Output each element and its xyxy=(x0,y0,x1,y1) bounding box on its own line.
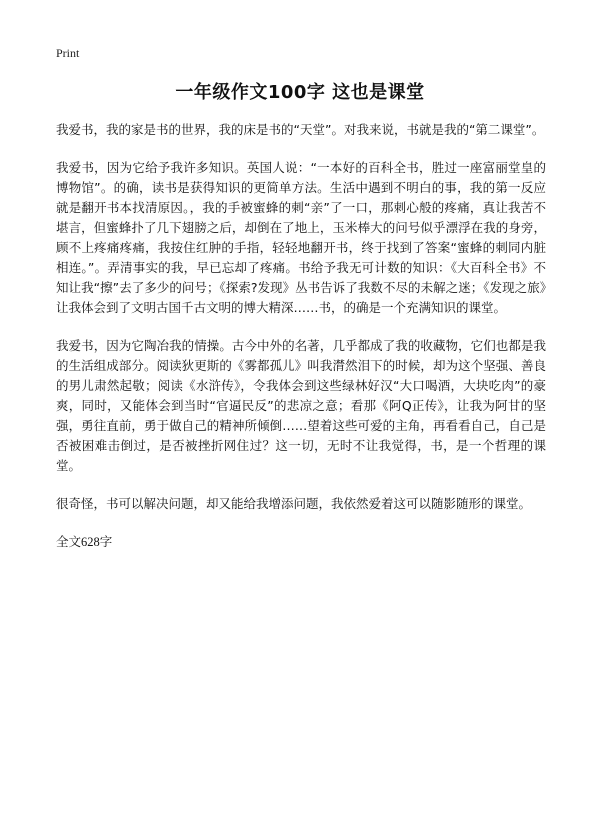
article-body xyxy=(56,120,546,552)
page-title: 一年级作文100字 这也是课堂 xyxy=(175,82,425,103)
print-link[interactable]: Print xyxy=(56,46,80,60)
word-count: 全文628字 xyxy=(56,535,113,549)
paragraph-3: 我爱书，因为它陶冶我的情操。古今中外的名著，几乎都成了我的收藏物，它们也都是我的生活组成部分。阅读狄更斯的《雾都孤儿》叫我潸然泪下的时候，却为这个坚强、善良的男儿肃然起敬；阅读《水浒传》，令我体会到这些绿林好汉“大口喝酒，大块吃肉”的豪爽，同时，又能体会到当时“官逼民反”的悲凉之意；看那《阿Q正传》，让我为阿甘的坚强，勇往直前，勇于做自己的精神所倾倒……望着这些可爱的主角，再看看自己，自己是否被困难击倒过，是否被挫折网住过？这一切，无时不让我觉得，书，是一个哲理的课堂。 xyxy=(56,338,546,473)
paragraph-4: 很奇怪，书可以解决问题，却又能给我增添问题，我依然爱着这可以随影随形的课堂。 xyxy=(56,496,532,511)
paragraph-2: 我爱书，因为它给予我许多知识。英国人说：“一本好的百科全书，胜过一座富丽堂皇的博物馆”。的确，读书是获得知识的更简单方法。生活中遇到不明白的事，我的第一反应就是翻开书本找清原因。，我的手被蜜蜂的刺“亲”了一口，那刺心般的疼痛，真让我苦不堪言，但蜜蜂扑了几下翅膀之后，却倒在了地上，玉米棒大的问号似乎漂浮在我的身旁，顾不上疼痛疼痛，我按住红肿的手指，轻轻地翻开书，终于找到了答案“蜜蜂的刺同内脏相连。”。弄清事实的我，早已忘却了疼痛。书给予我无可计数的知识：《大百科全书》不知让我“擦”去了多少的问号；《探索?发现》丛书告诉了我数不尽的未解之迷；《发现之旅》让我体会到了文明古国千古文明的博大精深……书，的确是一个充满知识的课堂。 xyxy=(56,160,546,315)
paragraph-1: 我爱书，我的家是书的世界，我的床是书的“天堂”。对我来说，书就是我的“第二课堂”。 xyxy=(56,122,545,137)
